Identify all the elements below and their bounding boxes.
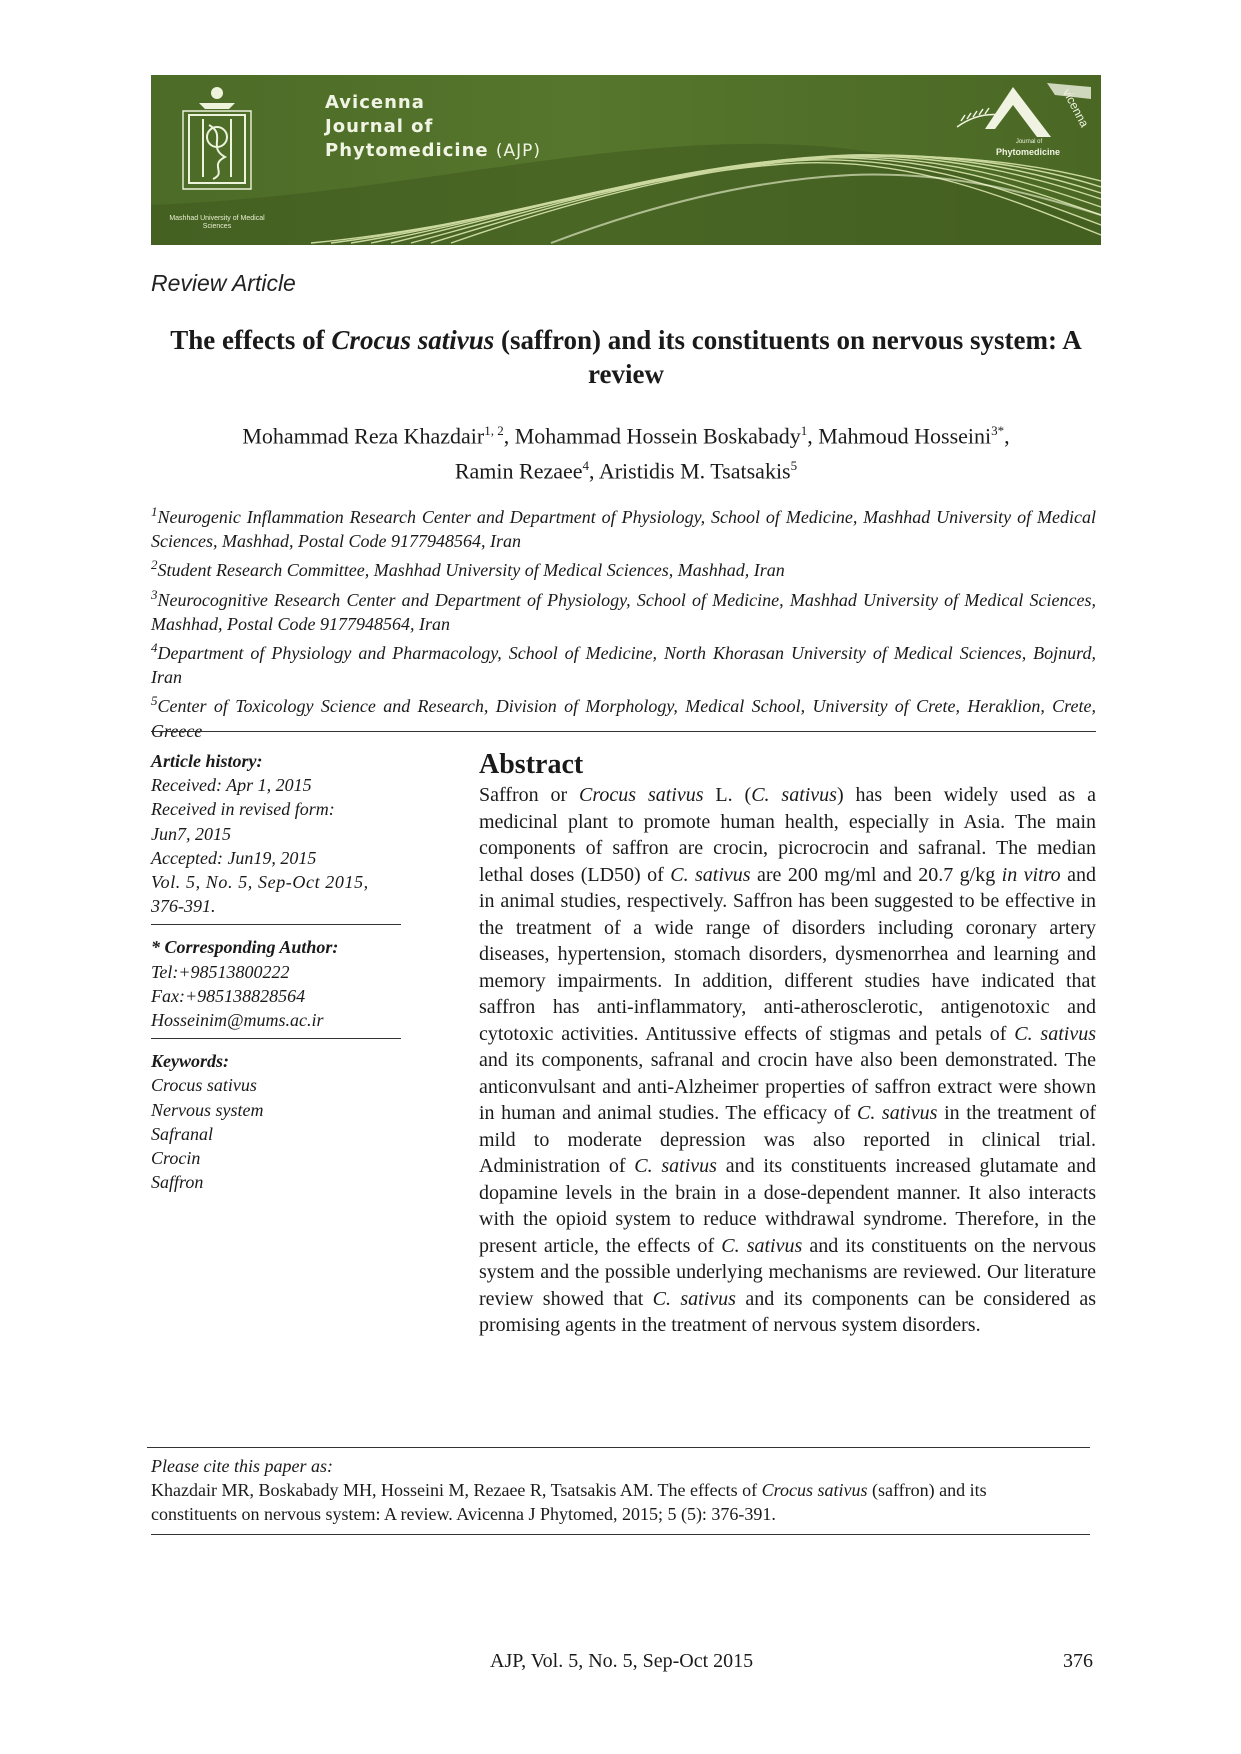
- abstract-text: and in animal studies, respectively. Saffron has been suggested to be effective in the treatment of a wide range of disorders including coronary artery diseases, hypertension, stomach disorders, dysmenorrhea and learning and memory impairments. In addition, different studies have indicated that saffron has anti-inflammatory, anti-atherosclerotic, antigenotoxic and cytotoxic activities. Antitussive effects of stigmas and petals of: [479, 863, 1096, 1045]
- keyword: Nervous system: [151, 1099, 264, 1120]
- affiliation-item: [151, 553, 1096, 582]
- history-line: Accepted: Jun19, 2015: [151, 847, 317, 868]
- history-line: Vol. 5, No. 5, Sep-Oct 2015,: [151, 872, 369, 893]
- affiliation-item: [151, 689, 1096, 742]
- author-name: Aristidis M. Tsatsakis: [598, 458, 791, 484]
- journal-banner: [151, 75, 1101, 245]
- author-affiliation-mark: 3*: [991, 423, 1005, 438]
- abstract-heading: Abstract: [479, 749, 584, 780]
- abstract-italic: C. sativus: [652, 1287, 736, 1310]
- abstract-text: in the treatment of mild to moderate depression was also reported in clinical trial. Administration of: [479, 1102, 1097, 1177]
- affiliation-number: 1: [151, 504, 158, 519]
- abstract-italic: Crocus sativus: [579, 784, 704, 806]
- keyword: Crocin: [151, 1148, 201, 1169]
- abstract-paragraph: [479, 782, 1096, 1339]
- journal-abbreviation: (AJP): [495, 141, 542, 161]
- logo-subtitle-small: Journal of: [1015, 139, 1043, 145]
- author-name: Mohammad Hossein Boskabady: [514, 423, 801, 449]
- citation-text: Khazdair MR, Boskabady MH, Hosseini M, Rezaee R, Tsatsakis AM. The effects of: [151, 1480, 762, 1500]
- author-affiliation-mark: 1, 2: [484, 423, 504, 438]
- abstract-text: and its components, safranal and crocin have also been demonstrated. The anticonvulsant and anti-Alzheimer properties of saffron extract were shown in human and animal studies. The efficacy of: [479, 1049, 1096, 1124]
- university-seal-icon: [169, 85, 265, 195]
- university-logo-caption: Mashhad University of Medical Sciences: [169, 215, 265, 230]
- keyword: Crocus sativus: [151, 1075, 257, 1096]
- abstract-italic: in vitro: [1001, 863, 1061, 886]
- abstract-body: [479, 782, 1096, 1339]
- title-italic-species: Crocus sativus: [331, 325, 495, 355]
- affiliation-number: 5: [151, 693, 158, 709]
- affiliation-text: Neurocognitive Research Center and Department of Physiology, School of Medicine, Mashhad University of Medical Sciences, Mashhad, Postal Code 9177948564, Iran: [151, 589, 1096, 634]
- abstract-italic: C. sativus: [751, 784, 837, 806]
- author-affiliation-mark: 5: [790, 458, 798, 474]
- logo-subtitle: Phytomedicine: [995, 147, 1060, 157]
- history-line: Received: Apr 1, 2015: [151, 775, 312, 796]
- citation-label: Please cite this paper as:: [151, 1456, 333, 1476]
- citation-text: [151, 1478, 1071, 1526]
- corresponding-fax: Fax:+985138828564: [151, 985, 306, 1006]
- sidebar-divider: [151, 924, 401, 925]
- history-line: Received in revised form:: [151, 799, 335, 820]
- article-type: Review Article: [151, 270, 296, 296]
- affiliation-item: [151, 636, 1096, 689]
- corresponding-email[interactable]: Hosseinim@mums.ac.ir: [151, 1010, 324, 1031]
- sidebar-divider: [151, 1038, 401, 1039]
- affiliation-text: Student Research Committee, Mashhad University of Medical Sciences, Mashhad, Iran: [157, 560, 785, 581]
- citation-italic: Crocus sativus: [761, 1480, 868, 1500]
- page-number: 376: [1063, 1650, 1093, 1672]
- abstract-italic: C. sativus: [634, 1155, 717, 1177]
- author-affiliation-mark: 1: [800, 423, 808, 438]
- journal-name-line-3: Phytomedicine: [325, 140, 489, 161]
- author-name: Ramin Rezaee: [454, 458, 583, 484]
- abstract-text: ) has been widely used as a medicinal plant to promote human health, especially in Asia. The main components of saffron are crocin, picrocrocin and safranal. The median lethal doses (LD50) of: [479, 784, 1096, 886]
- author-name: Mahmoud Hosseini: [818, 423, 992, 449]
- affiliation-item: [151, 500, 1096, 553]
- abstract-text: Saffron or: [479, 784, 580, 806]
- abstract-text: and its components can be considered as promising agents in the treatment of nervous system disorders.: [479, 1287, 1096, 1336]
- affiliation-item: [151, 583, 1096, 636]
- journal-name: [325, 91, 541, 163]
- citation-block: [151, 1454, 1071, 1526]
- affiliation-text: Neurogenic Inflammation Research Center and Department of Physiology, School of Medicine, Mashhad University of Medical Sciences, Mashhad, Postal Code 9177948564, Iran: [151, 507, 1096, 552]
- affiliation-number: 4: [151, 640, 158, 656]
- keyword: Saffron: [151, 1172, 204, 1193]
- logo-vertical-word: vicenna: [1059, 86, 1092, 130]
- abstract-italic: C. sativus: [721, 1234, 803, 1257]
- author-affiliation-mark: 4: [582, 458, 590, 474]
- history-line: Jun7, 2015: [151, 823, 231, 844]
- abstract-text: and its constituents on the nervous system and the possible underlying mechanisms are reviewed. Our literature review showed that: [479, 1234, 1096, 1310]
- affiliation-text: Department of Physiology and Pharmacology, School of Medicine, North Khorasan University of Medical Sciences, Bojnurd, Iran: [151, 643, 1096, 688]
- abstract-text: are 200 mg/ml and 20.7 g/kg: [750, 863, 1002, 886]
- abstract-italic: C. sativus: [856, 1102, 938, 1124]
- affiliation-text: Center of Toxicology Science and Research, Division of Morphology, Medical School, University of Crete, Heraklion, Crete, Greece: [151, 696, 1096, 741]
- abstract-italic: C. sativus: [1014, 1022, 1096, 1045]
- author-name: Mohammad Reza Khazdair: [242, 423, 485, 449]
- article-history-heading: Article history:: [151, 751, 263, 771]
- author-list: Mohammad Reza Khazdair$^{1, 2}$, Mohammad Hossein Boskabady$^1$, Mahmoud Hosseini$^{3*}$, Ramin Rezaee$^4$, Aristidis M. Tsatsakis$^5$: [242, 423, 1010, 484]
- keywords-heading: Keywords:: [151, 1051, 229, 1072]
- title-text: The effects of: [170, 325, 332, 355]
- affiliation-number: 3: [151, 586, 158, 602]
- title-text-end: (saffron) and its constituents on nervous system: A review: [494, 325, 1082, 389]
- citation-text: (saffron) and its constituents on nervous system: A review. Avicenna J Phytomed, 2015; 5 (5): 376-391.: [151, 1480, 987, 1524]
- keyword: Safranal: [151, 1123, 214, 1144]
- abstract-italic: C. sativus: [670, 863, 751, 886]
- corresponding-tel: Tel:+98513800222: [151, 961, 290, 982]
- journal-name-line-2: Journal of: [325, 116, 434, 137]
- affiliation-number: 2: [151, 557, 158, 573]
- section-divider: [151, 1534, 1090, 1535]
- affiliations: [151, 500, 1096, 743]
- abstract-text: and its constituents increased glutamate and dopamine levels in the brain in a dose-dependent manner. It also interacts with the opioid system to reduce withdrawal syndrome. Therefore, in the present article, the effects of: [479, 1155, 1097, 1257]
- section-divider: [147, 1447, 1090, 1448]
- article-info-sidebar: [151, 749, 421, 1194]
- footer-journal-info: AJP, Vol. 5, No. 5, Sep-Oct 2015: [490, 1650, 754, 1672]
- journal-name-line-1: Avicenna: [325, 92, 425, 113]
- abstract-text: L. (: [703, 784, 752, 806]
- paper-title: [151, 323, 1101, 391]
- corresponding-author-heading: * Corresponding Author:: [151, 937, 339, 958]
- history-line: 376-391.: [151, 896, 216, 917]
- section-divider: [151, 731, 1096, 732]
